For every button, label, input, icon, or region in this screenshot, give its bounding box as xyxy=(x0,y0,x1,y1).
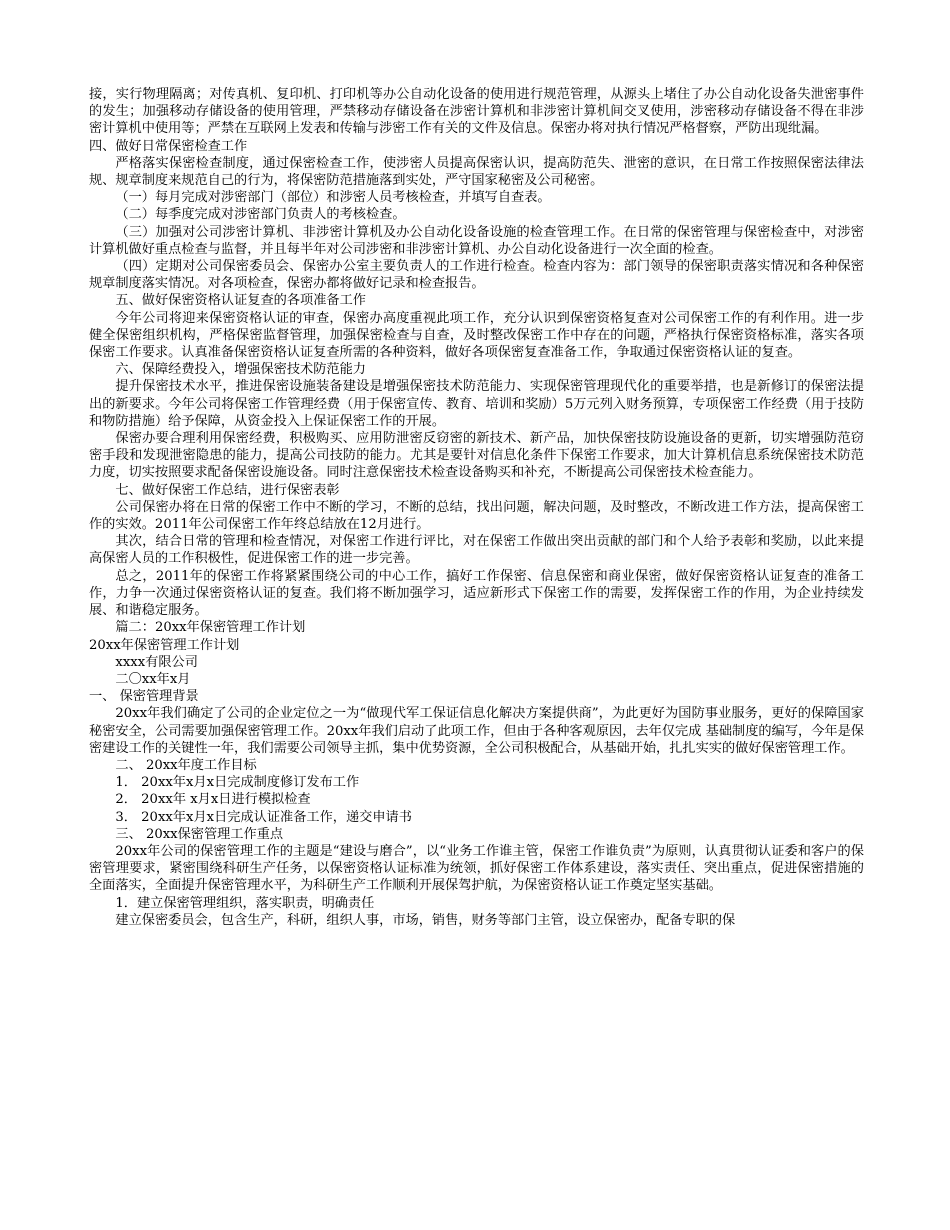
article-title: 篇二：20xx年保密管理工作计划 xyxy=(115,620,306,636)
section-heading: 三、 20xx保密管理工作重点 xyxy=(115,826,284,842)
list-item: 3． 20xx年x月x日完成认证准备工作，递交申请书 xyxy=(115,809,412,825)
section-heading: 五、做好保密资格认证复查的各项准备工作 xyxy=(115,293,366,309)
list-item: 1． 20xx年x月x日完成制度修订发布工作 xyxy=(115,775,360,791)
paragraph: 20xx年公司的保密管理工作的主题是“建设与磨合”，以“业务工作谁主管，保密工作谁负责”为原则，认真贯彻认证委和客户的保密管理要求，紧密围绕科研生产任务，以保密资格认证标准为统领，抓好保密工作体系建设，落实责任、突出重点，促进保密措施的全面落实，全面提升保密管理水平，为科研生产工作顺利开展保驾护航，为保密资格认证工作奠定坚实基础。 xyxy=(89,843,864,894)
section-heading: 四、做好日常保密检查工作 xyxy=(89,138,248,154)
section-heading: 六、保障经费投入，增强保密技术防范能力 xyxy=(115,362,366,378)
list-item: （三）加强对公司涉密计算机、非涉密计算机及办公自动化设备设施的检查管理工作。在日常的保密管理与保密检查中，对涉密计算机做好重点检查与监督，并且每半年对公司涉密和非涉密计算机、办公自动化设备进行一次全面的检查。 xyxy=(89,224,864,257)
section-heading: 一、 保密管理背景 xyxy=(89,689,199,705)
paragraph: 20xx年我们确定了公司的企业定位之一为“做现代军工保证信息化解决方案提供商”，为此更好为国防事业服务，更好的保障国家秘密安全，公司需要加强保密管理工作。20xx年我们启动了此项工作，但由于各种客观原因，去年仅完成 基础制度的编写，今年是保密建设工作的关键性一年，我们需要公司领导主抓，集中优势资源，全公司积极配合，从基础开始，扎扎实实的做好保密管理工作。 xyxy=(89,706,864,756)
list-item: 2． 20xx年 x月x日进行模拟检查 xyxy=(115,792,311,808)
list-item: （一）每月完成对涉密部门（部位）和涉密人员考核检查，并填写自查表。 xyxy=(115,190,551,206)
list-item: 1．建立保密管理组织，落实职责，明确责任 xyxy=(115,895,375,911)
paragraph: 总之，2011年的保密工作将紧紧围绕公司的中心工作，搞好工作保密、信息保密和商业保密，做好保密资格认证复查的准备工作，力争一次通过保密资格认证的复查。我们将不断加强学习，适应新形式下保密工作的需要，发挥保密工作的作用，为企业持续发展、和谐稳定服务。 xyxy=(89,568,864,619)
paragraph: 其次，结合日常的管理和检查情况，对保密工作进行评比，对在保密工作做出突出贡献的部门和个人给予表彰和奖励，以此来提高保密人员的工作积极性，促进保密工作的进一步完善。 xyxy=(89,534,864,567)
document-date: 二〇xx年x月 xyxy=(115,671,191,687)
company-name: xxxx有限公司 xyxy=(115,654,198,670)
list-item: （四）定期对公司保密委员会、保密办公室主要负责人的工作进行检查。检查内容为：部门领导的保密职责落实情况和各种保密规章制度落实情况。对各项检查，保密办都将做好记录和检查报告。 xyxy=(89,259,864,292)
paragraph: 严格落实保密检查制度，通过保密检查工作，使涉密人员提高保密认识，提高防范失、泄密的意识，在日常工作按照保密法律法规、规章制度来规范自己的行为，将保密防范措施落到实处，严守国家秘密及公司秘密。 xyxy=(89,155,864,189)
paragraph: 公司保密办将在日常的保密工作中不断的学习，不断的总结，找出问题，解决问题，及时整改，不断改进工作方法，提高保密工作的实效。2011年公司保密工作年终总结放在12月进行。 xyxy=(89,499,864,533)
section-heading: 七、做好保密工作总结，进行保密表彰 xyxy=(115,482,340,498)
document-body xyxy=(89,86,864,929)
paragraph: 接，实行物理隔离；对传真机、复印机、打印机等办公自动化设备的使用进行规范管理，从源头上堵住了办公自动化设备失泄密事件的发生；加强移动存储设备的使用管理，严禁移动存储设备在涉密计算机和非涉密计算机间交叉使用，涉密移动存储设备不得在非涉密计算机中使用等；严禁在互联网上发表和传输与涉密工作有关的文件及信息。保密办将对执行情况严格督察，严防出现纰漏。 xyxy=(89,87,864,137)
paragraph: 保密办要合理利用保密经费，积极购买、应用防泄密反窃密的新技术、新产品，加快保密技防设施设备的更新，切实增强防范窃密手段和发现泄密隐患的能力，提高公司技防的能力。尤其是要针对信息化条件下保密工作要求，加大计算机信息系统保密技术防范力度，切实按照要求配备保密设施设备。同时注意保密技术检查设备购买和补充，不断提高公司保密技术检查能力。 xyxy=(89,431,864,481)
list-item: （二）每季度完成对涉密部门负责人的考核检查。 xyxy=(115,207,406,223)
paragraph: 提升保密技术水平，推进保密设施装备建设是增强保密技术防范能力、实现保密管理现代化的重要举措，也是新修订的保密法提出的新要求。今年公司将保密工作管理经费（用于保密宣传、教育、培训和奖励）5万元列入财务预算，专项保密工作经费（用于技防和物防措施）给予保障，从资金投入上保证保密工作的开展。 xyxy=(89,379,864,429)
paragraph: 今年公司将迎来保密资格认证的审查，保密办高度重视此项工作，充分认识到保密资格复查对公司保密工作的有利作用。进一步健全保密组织机构，严格保密监督管理，加强保密检查与自查，及时整改保密工作中存在的问题，严格执行保密资格标准，落实各项保密工作要求。认真准备保密资格认证复查所需的各种资料，做好各项保密复查准备工作，争取通过保密资格认证的复查。 xyxy=(89,310,864,361)
document-title: 20xx年保密管理工作计划 xyxy=(89,637,240,653)
section-heading: 二、 20xx年度工作目标 xyxy=(115,757,257,773)
paragraph: 建立保密委员会，包含生产，科研，组织人事，市场，销售，财务等部门主管，设立保密办，配备专职的保 xyxy=(115,912,736,928)
